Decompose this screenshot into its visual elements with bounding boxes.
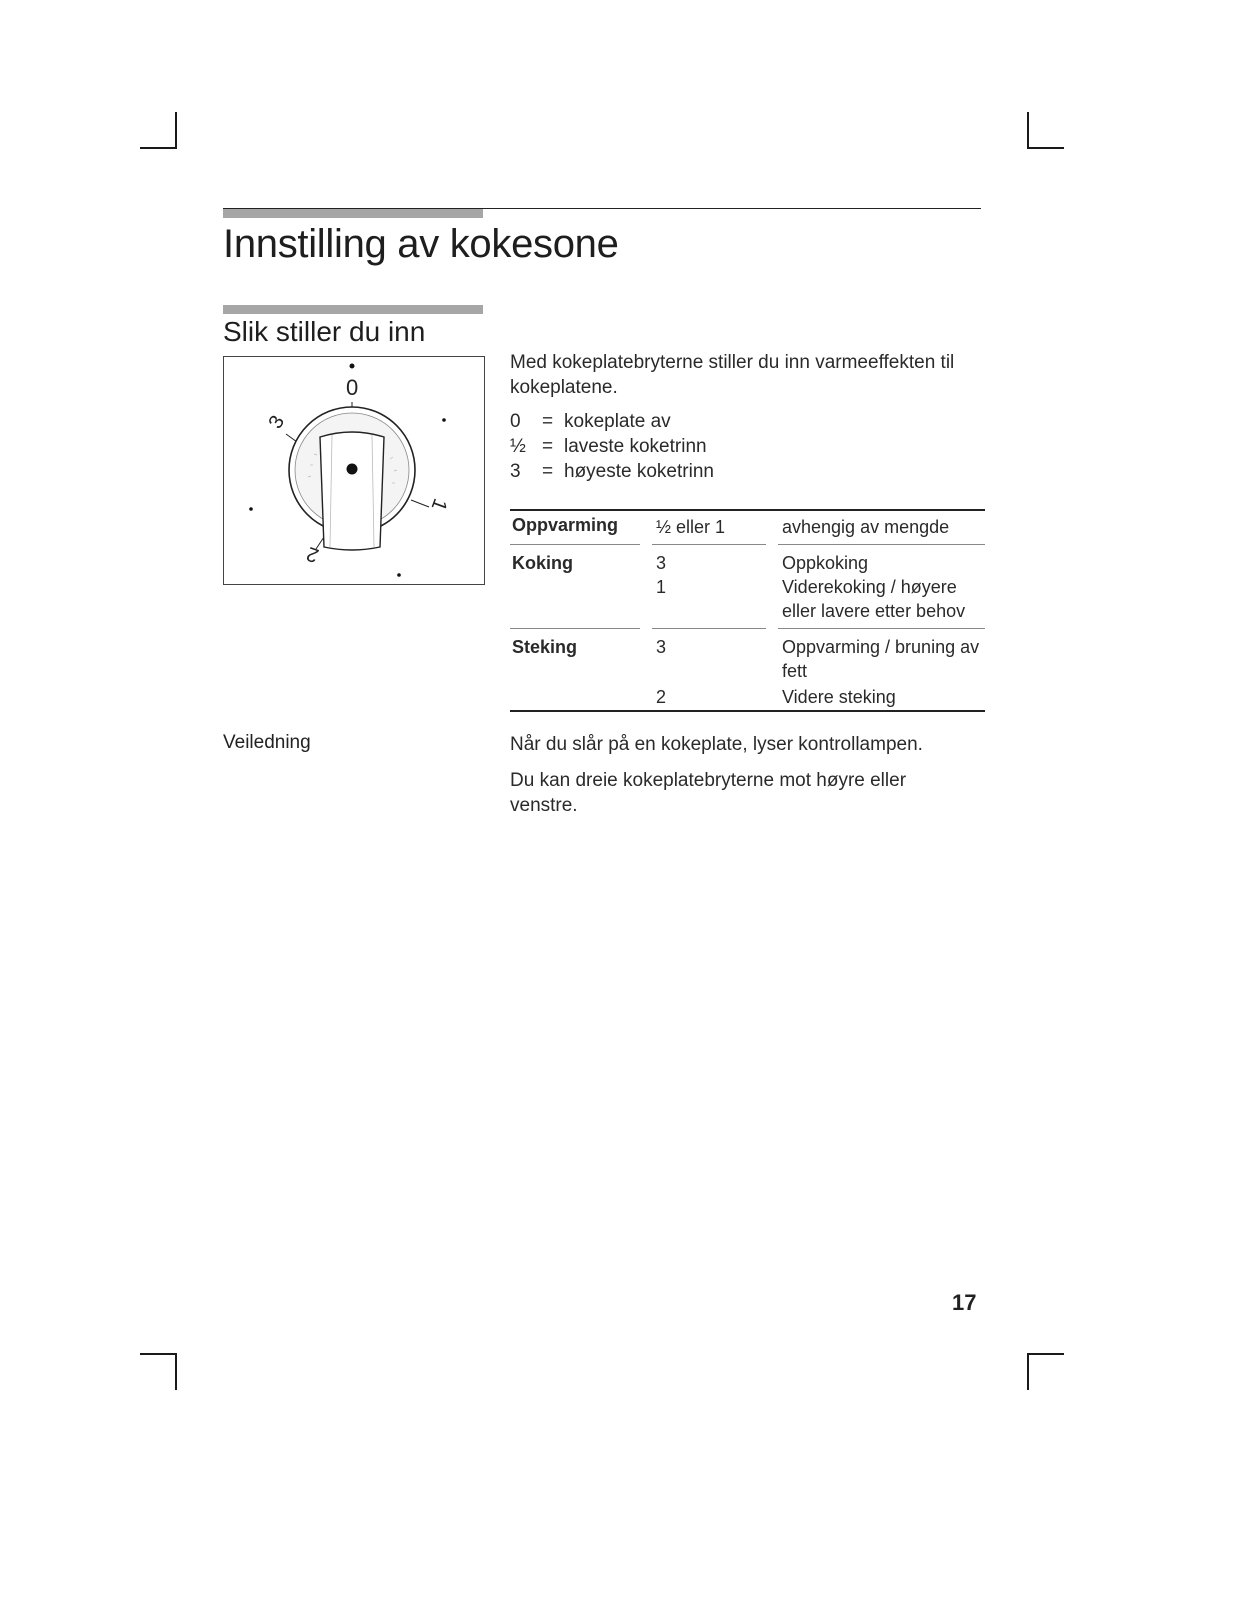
table-cell-note: Oppvarming / bruning av fett [782,637,980,681]
guidance-label: Veiledning [223,732,311,753]
table-cell-note: Viderekoking / høyere eller lavere etter behov [782,577,966,621]
table-row-label: Oppvarming [512,515,619,535]
section-heading: Slik stiller du inn [223,316,426,347]
crop-mark-top-left-h [140,147,177,149]
dial-label-two: 2 [303,541,322,567]
legend-row: 3 = høyeste koketrinn [510,461,714,482]
table-cell-level: ½ eller 1 [656,517,726,537]
crop-mark-bottom-left-h [140,1353,177,1355]
crop-mark-top-left-v [175,112,177,149]
table-row-label: Koking [512,553,573,573]
guidance-paragraph: Du kan dreie kokeplatebryterne mot høyre eller venstre. [510,770,907,816]
crop-mark-bottom-left-v [175,1353,177,1390]
dial-dot-top [350,364,355,369]
table-row-label: Steking [512,637,578,657]
section-gray-bar [223,305,483,314]
dial-label-zero: 0 [346,375,359,400]
dial-dot-left [249,507,253,511]
crop-mark-top-right-h [1027,147,1064,149]
title-gray-bar [223,209,483,218]
guidance-paragraph: Når du slår på en kokeplate, lyser kontrollampen. [510,734,923,755]
dial-dot-bottom [397,573,401,577]
intro-text: Med kokeplatebryterne stiller du inn varmeeffekten til kokeplatene. [510,352,955,398]
table-cell-level: 3 [656,637,667,657]
dial-indicator-dot [347,464,358,475]
crop-mark-top-right-v [1027,112,1029,149]
table-cell-note: avhengig av mengde [782,517,950,537]
crop-mark-bottom-right-v [1027,1353,1029,1390]
crop-mark-bottom-right-h [1027,1353,1064,1355]
legend-row: ½ = laveste koketrinn [510,436,707,457]
title-rule [223,208,981,209]
legend-row: 0 = kokeplate av [510,411,671,432]
table-cell-note: Videre steking [782,687,896,707]
table-cell-level: 3 [656,553,667,573]
dial-label-one: 1 [426,495,452,514]
table-cell-level: 2 [656,687,667,707]
dial-illustration [223,356,485,585]
dial-dot-right [442,418,446,422]
table-cell-note: Oppkoking [782,553,869,573]
page-title: Innstilling av kokesone [223,222,619,266]
setting-legend [510,409,714,484]
table-cell-level: 1 [656,577,667,597]
dial-label-three: 3 [264,411,290,433]
page-number: 17 [952,1290,977,1315]
